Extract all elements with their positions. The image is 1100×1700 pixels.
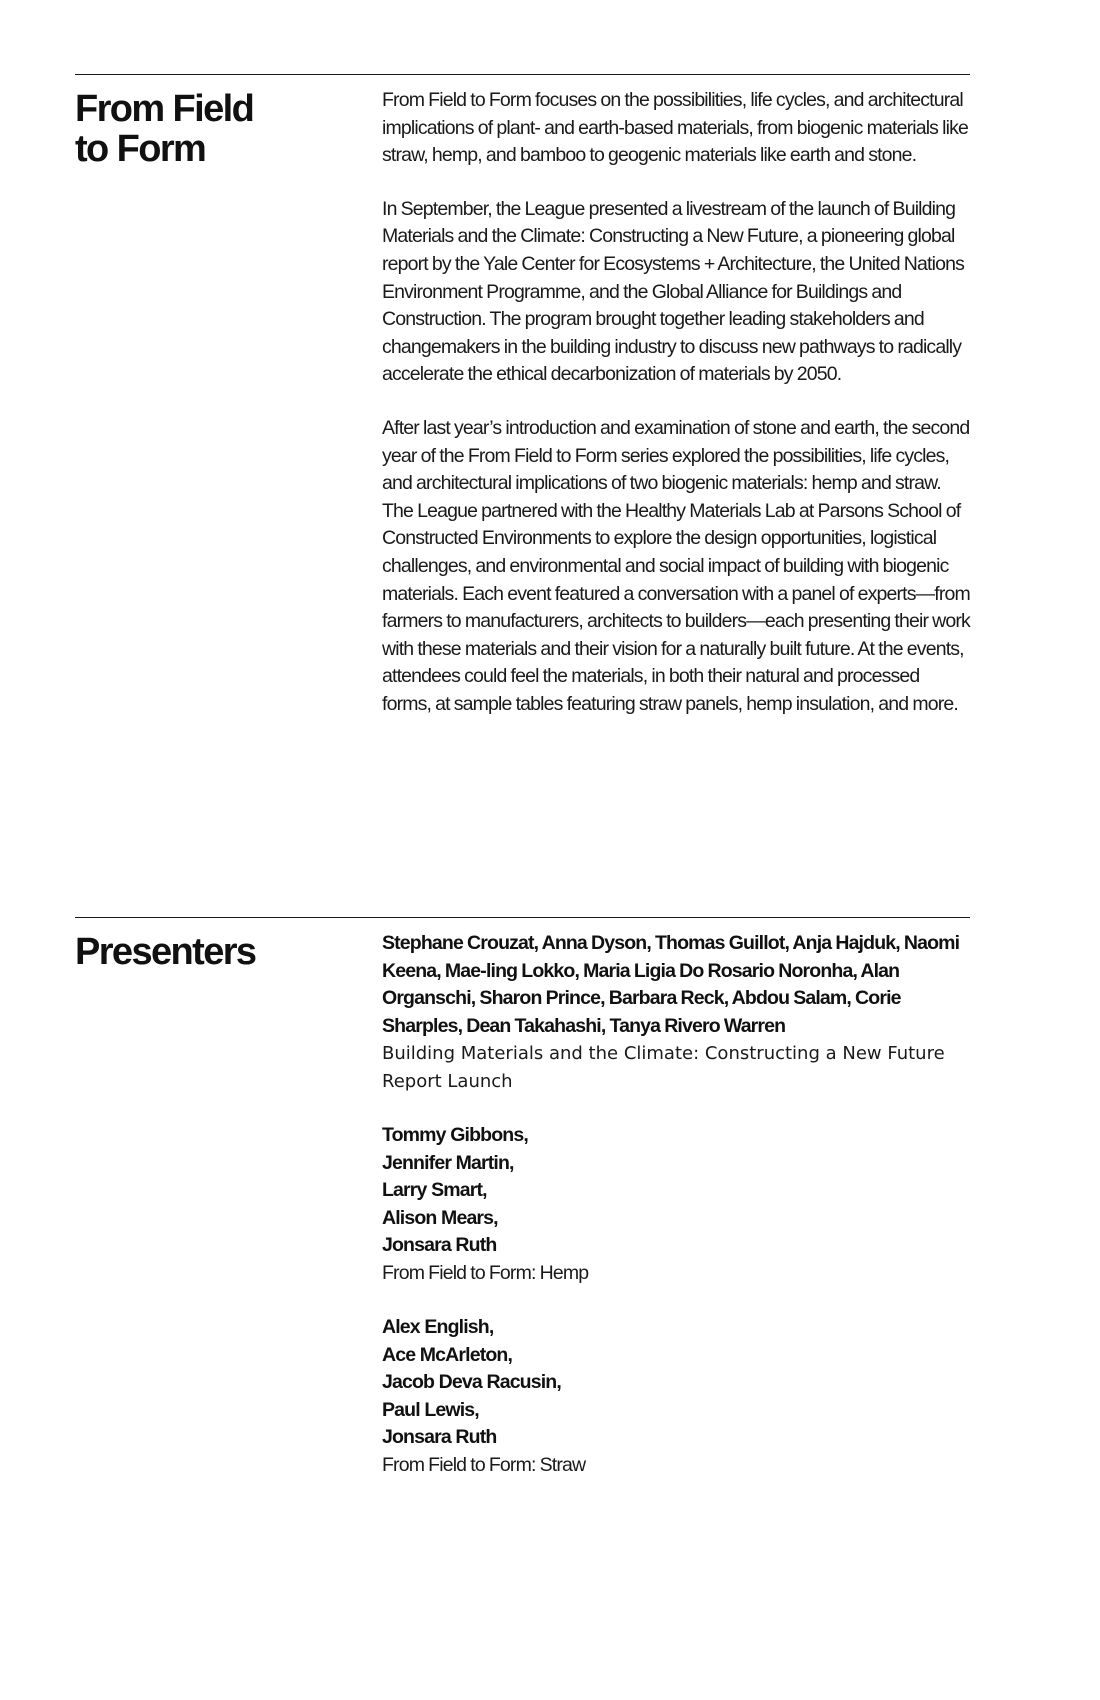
presenter-names-list (382, 1314, 972, 1452)
presenter-name: Jennifer Martin, (382, 1151, 514, 1174)
presenter-name: Jacob Deva Racusin, (382, 1371, 561, 1393)
intro-heading (75, 89, 365, 169)
presenter-group-straw (382, 1314, 972, 1479)
presenter-group-report-launch (382, 930, 972, 1095)
intro-paragraph-3: After last year’s introduction and examination of stone and earth, the second year of the From Field to Form series explored the possibilities, life cycles, and architectural implications of two biogenic materials: hemp and straw. The League partnered with the Healthy Materials Lab at Parsons School of Constructed Environments to explore the design opportunities, logistical challenges, and environmental and social impact of building with biogenic materials. Each event featured a conversation with a panel of experts—from farmers to manufacturers, architects to builders—each presenting their work with these materials and their vision for a naturally built future. At the events, attendees could feel the materials, in both their natural and processed forms, at sample tables featuring straw panels, hemp insulation, and more. (382, 416, 970, 715)
presenter-name: Alison Mears, (382, 1206, 498, 1229)
intro-paragraph-2: In September, the League presented a livestream of the launch of Building Materials and the Climate: Constructing a New Future, a pioneering global report by the Yale Center for Ecosystems + Architecture, the United Nations Environment Programme, and the Global Alliance for Buildings and Construction. The program brought together leading stakeholders and changemakers in the building industry to discuss new pathways to radically accelerate the ethical decarbonization of materials by 2050. (382, 197, 964, 386)
intro-body (382, 87, 972, 718)
event-title: From Field to Form: Hemp (382, 1261, 589, 1284)
presenters-section (75, 917, 970, 1598)
intro-heading-line-1: From Field (75, 88, 254, 130)
event-title: From Field to Form: Straw (382, 1453, 586, 1476)
presenter-name: Paul Lewis, (382, 1398, 479, 1421)
presenter-names: Stephane Crouzat, Anna Dyson, Thomas Guillot, Anja Hajduk, Naomi Keena, Mae-ling Lokko, Maria Ligia Do Rosario Noronha, Alan Organschi, Sharon Prince, Barbara Reck, Abdou Salam, Corie Sharples, Dean Takahashi, Tanya Rivero Warren (382, 932, 960, 1037)
presenter-name: Jonsara Ruth (382, 1426, 497, 1448)
event-title: Building Materials and the Climate: Constructing a New Future Report Launch (382, 1043, 945, 1092)
presenter-names-list (382, 1122, 972, 1260)
presenter-name: Ace McArleton, (382, 1343, 513, 1366)
presenter-name: Larry Smart, (382, 1179, 487, 1201)
presenters-heading: Presenters (75, 931, 256, 973)
intro-heading-line-2: to Form (75, 128, 206, 170)
intro-section (75, 74, 970, 875)
presenters-body (382, 930, 972, 1479)
presenter-name: Jonsara Ruth (382, 1234, 497, 1256)
presenter-name: Tommy Gibbons, (382, 1124, 528, 1146)
presenter-group-hemp (382, 1122, 972, 1287)
intro-paragraph-1: From Field to Form focuses on the possibilities, life cycles, and architectural implications of plant- and earth-based materials, from biogenic materials like straw, hemp, and bamboo to geogenic materials like earth and stone. (382, 89, 969, 167)
presenter-name: Alex English, (382, 1316, 494, 1338)
